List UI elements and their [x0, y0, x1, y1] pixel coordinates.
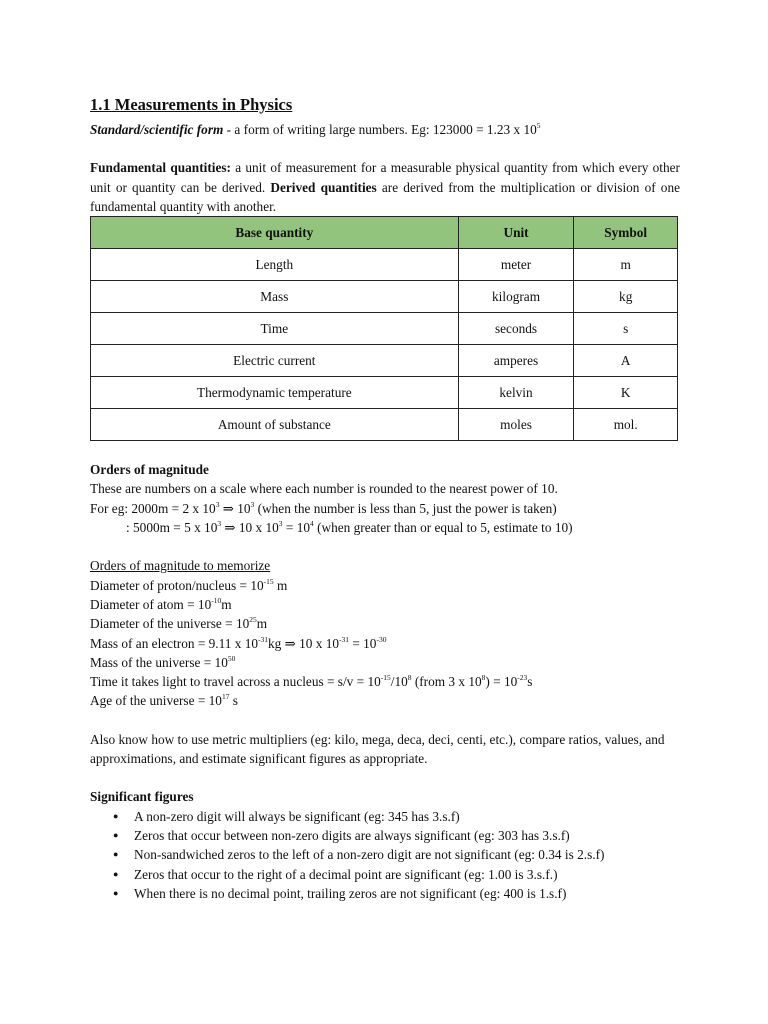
memorize-heading: Orders of magnitude to memorize [90, 558, 271, 574]
standard-form-line [90, 120, 680, 139]
eg2-text-a: : 5000m = 5 x 10 [126, 520, 218, 536]
cell-unit: kelvin [458, 377, 574, 409]
proton-text: Diameter of proton/nucleus = 10 [90, 577, 264, 593]
orders-description: These are numbers on a scale where each number is rounded to the nearest power of 10. [90, 481, 558, 497]
light-text-c: (from 3 x 10 [411, 674, 482, 690]
light-text-d: ) = 10 [485, 674, 518, 690]
sigfigs-list [90, 807, 680, 903]
light-text-a: Time it takes light to travel across a nucleus = s/v = 10 [90, 674, 381, 690]
atom-unit: m [221, 596, 232, 612]
atom-exp: -10 [211, 595, 222, 605]
orders-heading: Orders of magnitude [90, 462, 209, 478]
cell-quantity: Mass [91, 281, 459, 313]
light-exp-1: -15 [380, 673, 391, 683]
electron-exp-2: -31 [339, 634, 349, 644]
multipliers-paragraph: Also know how to use metric multipliers (eg: kilo, mega, deca, deci, centi, etc.), compare ratios, values, and approximations, and estimate significant figures as appropriate. [90, 731, 665, 767]
list-item: ● A non-zero digit will always be significant (eg: 345 has 3.s.f) [134, 807, 680, 826]
proton-exp: -15 [263, 576, 274, 586]
eg1-text-a: For eg: 2000m = 2 x 10 [90, 500, 216, 516]
electron-exp-3: -30 [376, 634, 387, 644]
light-exp-3: 8 [481, 673, 486, 683]
cell-unit: seconds [458, 313, 574, 345]
standard-form-exponent: 5 [536, 121, 541, 130]
universe-mass-line [90, 653, 680, 672]
fundamental-paragraph [90, 158, 680, 216]
eg1-exp-1: 3 [215, 499, 220, 509]
electron-text-b: kg ⇒ 10 x 10 [268, 635, 339, 651]
table-row [91, 409, 678, 441]
eg1-exp-2: 3 [250, 499, 255, 509]
age-exp: 17 [221, 692, 230, 702]
universe-d-unit: m [256, 616, 268, 632]
sigfigs-heading: Significant figures [90, 789, 194, 805]
fundamental-term: Fundamental quantities: [90, 160, 231, 176]
light-text-b: /10 [390, 674, 408, 690]
eg2-exp-3: 4 [310, 519, 314, 529]
derived-term: Derived quantities [270, 179, 377, 195]
cell-symbol: mol. [574, 409, 678, 441]
cell-unit: meter [458, 249, 574, 281]
universe-m-exp: 50 [227, 653, 236, 663]
atom-text: Diameter of atom = 10 [90, 596, 212, 612]
table-row [91, 281, 678, 313]
light-exp-2: 8 [407, 673, 412, 683]
light-exp-4: -23 [517, 673, 528, 683]
table-row [91, 249, 678, 281]
cell-quantity: Electric current [91, 345, 459, 377]
age-text: Age of the universe = 10 [90, 693, 222, 709]
header-base-quantity: Base quantity [91, 217, 459, 249]
age-unit: s [229, 693, 238, 709]
universe-d-text: Diameter of the universe = 10 [90, 616, 250, 632]
cell-quantity: Length [91, 249, 459, 281]
header-symbol: Symbol [574, 217, 678, 249]
orders-example-1 [90, 499, 680, 518]
list-item: ● When there is no decimal point, trailing zeros are not significant (eg: 400 is 1.s.f) [134, 884, 680, 903]
eg2-exp-1: 3 [217, 519, 222, 529]
electron-line [90, 634, 680, 653]
universe-m-text: Mass of the universe = 10 [90, 654, 228, 670]
eg2-text-d: (when greater than or equal to 5, estimate to 10) [313, 520, 573, 536]
eg2-exp-2: 3 [278, 519, 283, 529]
light-unit: s [527, 674, 533, 690]
fundamental-text: a unit of measurement for a measurable physical quantity from which every other unit or quantity can be derived. [90, 160, 680, 195]
eg2-text-b: ⇒ 10 x 10 [221, 520, 279, 536]
eg1-text-c: (when the number is less than 5, just the power is taken) [254, 500, 557, 516]
electron-text-a: Mass of an electron = 9.11 x 10 [90, 635, 259, 651]
cell-unit: amperes [458, 345, 574, 377]
list-item: ● Non-sandwiched zeros to the left of a non-zero digit are not significant (eg: 0.34 is 2.s.f) [134, 845, 680, 864]
cell-quantity: Thermodynamic temperature [91, 377, 459, 409]
universe-diameter-line [90, 614, 680, 633]
eg2-text-c: = 10 [282, 520, 310, 536]
page-title: 1.1 Measurements in Physics [90, 95, 293, 114]
table-row [91, 345, 678, 377]
cell-symbol: K [574, 377, 678, 409]
table-row [91, 313, 678, 345]
eg1-text-b: ⇒ 10 [219, 500, 251, 516]
proton-unit: m [273, 577, 288, 593]
cell-symbol: A [574, 345, 678, 377]
light-nucleus-line [90, 672, 680, 691]
table-header-row [91, 217, 678, 249]
proton-line [90, 576, 680, 595]
list-item: ● Zeros that occur to the right of a decimal point are significant (eg: 1.00 is 3.s.f.) [134, 865, 680, 884]
standard-form-term: Standard/scientific form [90, 122, 224, 137]
cell-quantity: Time [91, 313, 459, 345]
atom-line [90, 595, 680, 614]
table-row [91, 377, 678, 409]
cell-unit: moles [458, 409, 574, 441]
orders-example-2 [90, 518, 680, 537]
universe-d-exp: 25 [249, 615, 257, 625]
cell-quantity: Amount of substance [91, 409, 459, 441]
header-unit: Unit [458, 217, 574, 249]
standard-form-text: - a form of writing large numbers. Eg: 123000 = 1.23 x 10 [223, 122, 537, 137]
electron-exp-1: -31 [258, 634, 269, 644]
list-item: ● Zeros that occur between non-zero digits are always significant (eg: 303 has 3.s.f) [134, 826, 680, 845]
cell-symbol: s [574, 313, 678, 345]
cell-symbol: m [574, 249, 678, 281]
universe-age-line [90, 691, 680, 710]
document-content [90, 94, 680, 903]
derived-text: are derived from the multiplication or division of one fundamental quantity with another. [90, 179, 680, 214]
cell-symbol: kg [574, 281, 678, 313]
base-quantities-table [90, 216, 678, 441]
cell-unit: kilogram [458, 281, 574, 313]
electron-text-c: = 10 [349, 635, 377, 651]
